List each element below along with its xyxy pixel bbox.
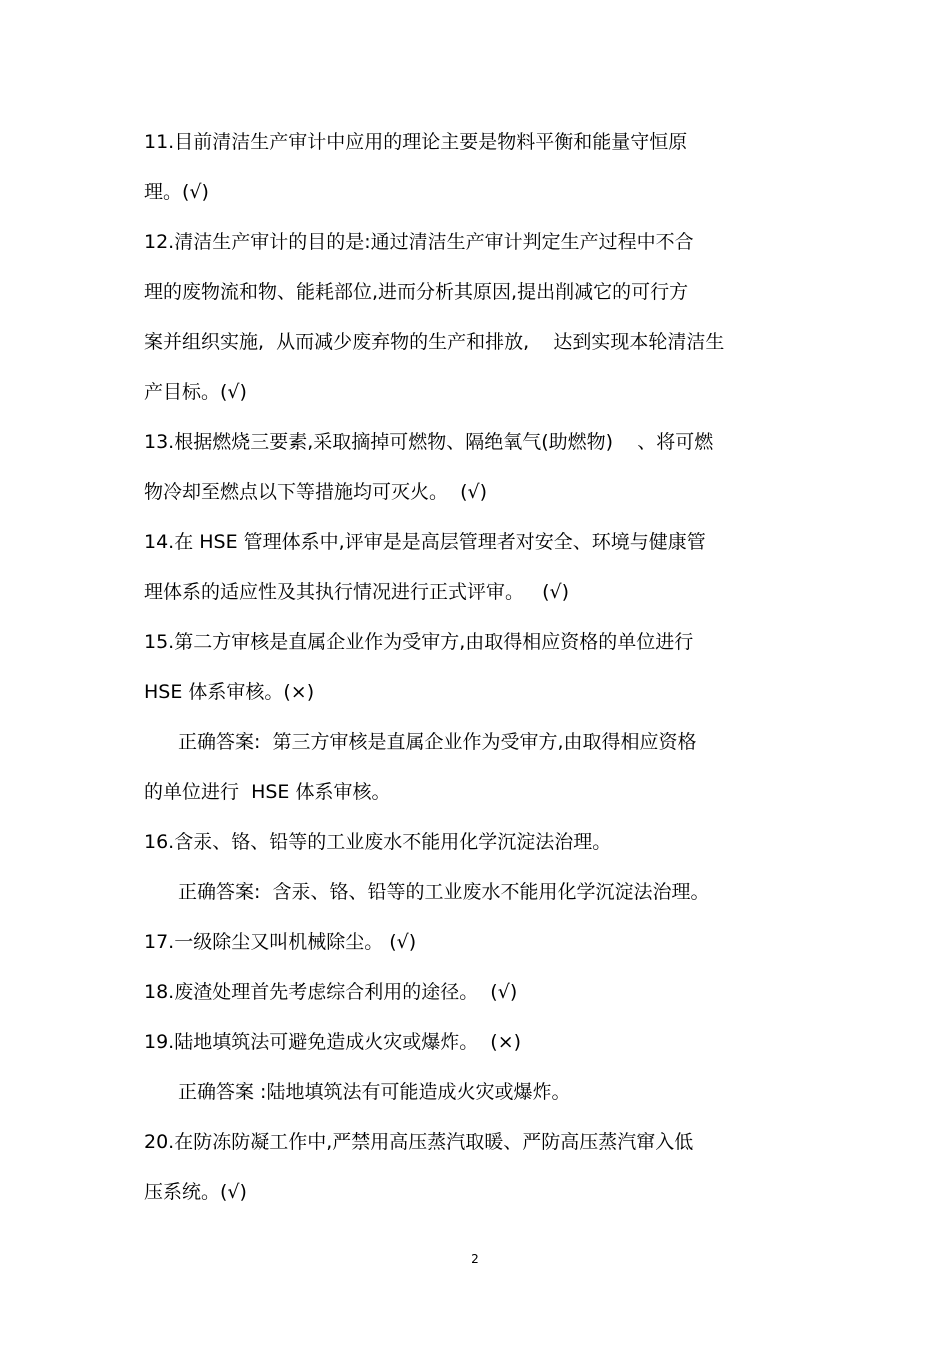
q15-answer-line-2: 的单位进行 HSE 体系审核。 [144, 781, 391, 803]
q18-line-1: 18.废渣处理首先考虑综合利用的途径。 (√) [144, 981, 518, 1003]
q16-answer-line-1: 正确答案: 含汞、铬、铅等的工业废水不能用化学沉淀法治理。 [178, 881, 710, 903]
q15-line-1: 15.第二方审核是直属企业作为受审方,由取得相应资格的单位进行 [144, 631, 694, 653]
q15-answer-line-1: 正确答案: 第三方审核是直属企业作为受审方,由取得相应资格 [178, 731, 697, 753]
q13-line-2: 物冷却至燃点以下等措施均可灭火。 (√) [144, 481, 488, 503]
q17-line-1: 17.一级除尘又叫机械除尘。 (√) [144, 931, 417, 953]
page-number: 2 [471, 1252, 479, 1266]
q11-line-2: 理。(√) [144, 181, 209, 203]
q12-line-4: 产目标。(√) [144, 381, 247, 403]
q16-line-1: 16.含汞、铬、铅等的工业废水不能用化学沉淀法治理。 [144, 831, 612, 853]
q12-line-1: 12.清洁生产审计的目的是:通过清洁生产审计判定生产过程中不合 [144, 231, 694, 253]
q14-line-1: 14.在 HSE 管理体系中,评审是是高层管理者对安全、环境与健康管 [144, 531, 706, 553]
q12-line-3: 案并组织实施, 从而减少废弃物的生产和排放, 达到实现本轮清洁生 [144, 331, 725, 353]
q19-answer-line-1: 正确答案 :陆地填筑法有可能造成火灾或爆炸。 [178, 1081, 571, 1103]
q13-line-1: 13.根据燃烧三要素,采取摘掉可燃物、隔绝氧气(助燃物) 、将可燃 [144, 431, 714, 453]
q15-line-2: HSE 体系审核。(×) [144, 681, 315, 703]
q12-line-2: 理的废物流和物、能耗部位,进而分析其原因,提出削减它的可行方 [144, 281, 689, 303]
q20-line-1: 20.在防冻防凝工作中,严禁用高压蒸汽取暖、严防高压蒸汽窜入低 [144, 1131, 694, 1153]
q19-line-1: 19.陆地填筑法可避免造成火灾或爆炸。 (×) [144, 1031, 522, 1053]
q20-line-2: 压系统。(√) [144, 1181, 247, 1203]
q14-line-2: 理体系的适应性及其执行情况进行正式评审。 (√) [144, 581, 570, 603]
q11-line-1: 11.目前清洁生产审计中应用的理论主要是物料平衡和能量守恒原 [144, 131, 688, 153]
